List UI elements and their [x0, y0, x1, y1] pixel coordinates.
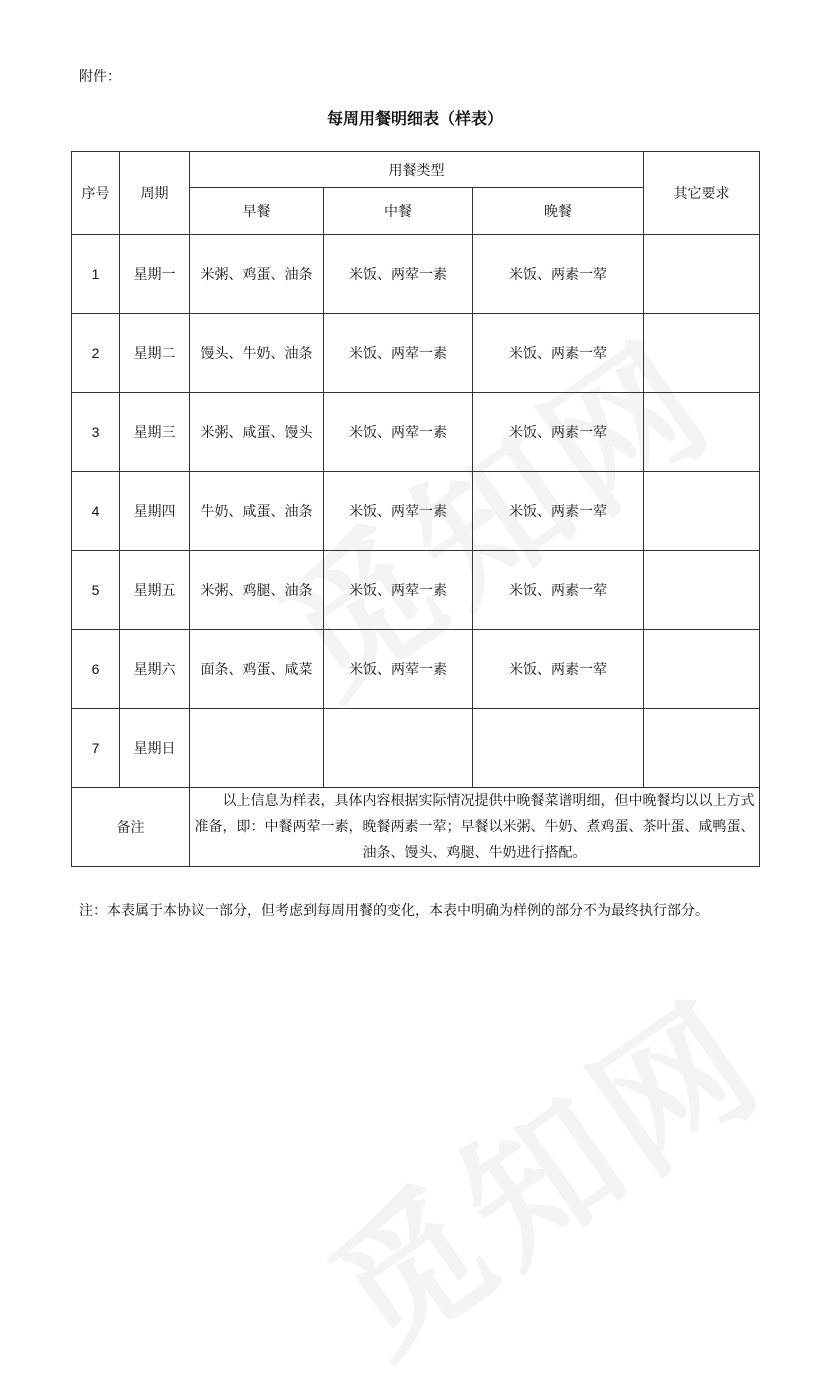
cell-other [644, 551, 760, 630]
header-dinner: 晚餐 [473, 188, 644, 235]
cell-weekday: 星期二 [120, 314, 190, 393]
cell-seq: 2 [72, 314, 120, 393]
cell-seq: 6 [72, 630, 120, 709]
cell-dinner: 米饭、两素一荤 [473, 630, 644, 709]
cell-seq: 3 [72, 393, 120, 472]
cell-weekday: 星期五 [120, 551, 190, 630]
table-row [72, 709, 760, 788]
table-row [72, 551, 760, 630]
page-title: 每周用餐明细表（样表） [326, 109, 503, 128]
header-weekday: 周期 [120, 152, 190, 235]
cell-lunch: 米饭、两荤一素 [324, 551, 473, 630]
cell-lunch: 米饭、两荤一素 [324, 630, 473, 709]
cell-seq: 1 [72, 235, 120, 314]
cell-other [644, 235, 760, 314]
attachment-label: 附件： [79, 69, 121, 85]
cell-seq: 5 [72, 551, 120, 630]
table-row [72, 314, 760, 393]
cell-seq: 4 [72, 472, 120, 551]
cell-other [644, 630, 760, 709]
cell-other [644, 393, 760, 472]
cell-lunch: 米饭、两荤一素 [324, 472, 473, 551]
cell-dinner: 米饭、两素一荤 [473, 472, 644, 551]
cell-lunch: 米饭、两荤一素 [324, 314, 473, 393]
header-other: 其它要求 [644, 152, 760, 235]
table-row [72, 630, 760, 709]
cell-lunch [324, 709, 473, 788]
cell-breakfast: 面条、鸡蛋、咸菜 [190, 630, 324, 709]
table-row [72, 472, 760, 551]
cell-dinner: 米饭、两素一荤 [473, 235, 644, 314]
watermark-bottom [281, 942, 798, 1394]
cell-breakfast: 米粥、鸡蛋、油条 [190, 235, 324, 314]
cell-weekday: 星期六 [120, 630, 190, 709]
cell-breakfast: 馒头、牛奶、油条 [190, 314, 324, 393]
header-seq: 序号 [72, 152, 120, 235]
meal-table [71, 151, 760, 867]
cell-dinner [473, 709, 644, 788]
cell-lunch: 米饭、两荤一素 [324, 235, 473, 314]
remark-row [72, 788, 760, 867]
cell-dinner: 米饭、两素一荤 [473, 393, 644, 472]
cell-seq: 7 [72, 709, 120, 788]
cell-weekday: 星期四 [120, 472, 190, 551]
cell-weekday: 星期日 [120, 709, 190, 788]
cell-breakfast: 米粥、咸蛋、馒头 [190, 393, 324, 472]
table-header-row [72, 152, 760, 188]
cell-dinner: 米饭、两素一荤 [473, 551, 644, 630]
cell-other [644, 314, 760, 393]
header-lunch: 中餐 [324, 188, 473, 235]
cell-dinner: 米饭、两素一荤 [473, 314, 644, 393]
cell-weekday: 星期三 [120, 393, 190, 472]
remark-label: 备注 [72, 788, 190, 867]
header-meal-type: 用餐类型 [190, 152, 644, 188]
remark-text: 以上信息为样表，具体内容根据实际情况提供中晚餐菜谱明细，但中晚餐均以以上方式准备，即：中餐两荤一素，晚餐两素一荤；早餐以米粥、牛奶、煮鸡蛋、茶叶蛋、咸鸭蛋、油条、馒头、鸡腿、牛奶进行搭配。 [190, 788, 760, 867]
cell-breakfast: 米粥、鸡腿、油条 [190, 551, 324, 630]
cell-other [644, 472, 760, 551]
cell-lunch: 米饭、两荤一素 [324, 393, 473, 472]
cell-breakfast [190, 709, 324, 788]
footnote: 注：本表属于本协议一部分，但考虑到每周用餐的变化，本表中明确为样例的部分不为最终执行部分。 [79, 903, 709, 919]
cell-other [644, 709, 760, 788]
cell-breakfast: 牛奶、咸蛋、油条 [190, 472, 324, 551]
table-row [72, 393, 760, 472]
header-breakfast: 早餐 [190, 188, 324, 235]
cell-weekday: 星期一 [120, 235, 190, 314]
table-row [72, 235, 760, 314]
